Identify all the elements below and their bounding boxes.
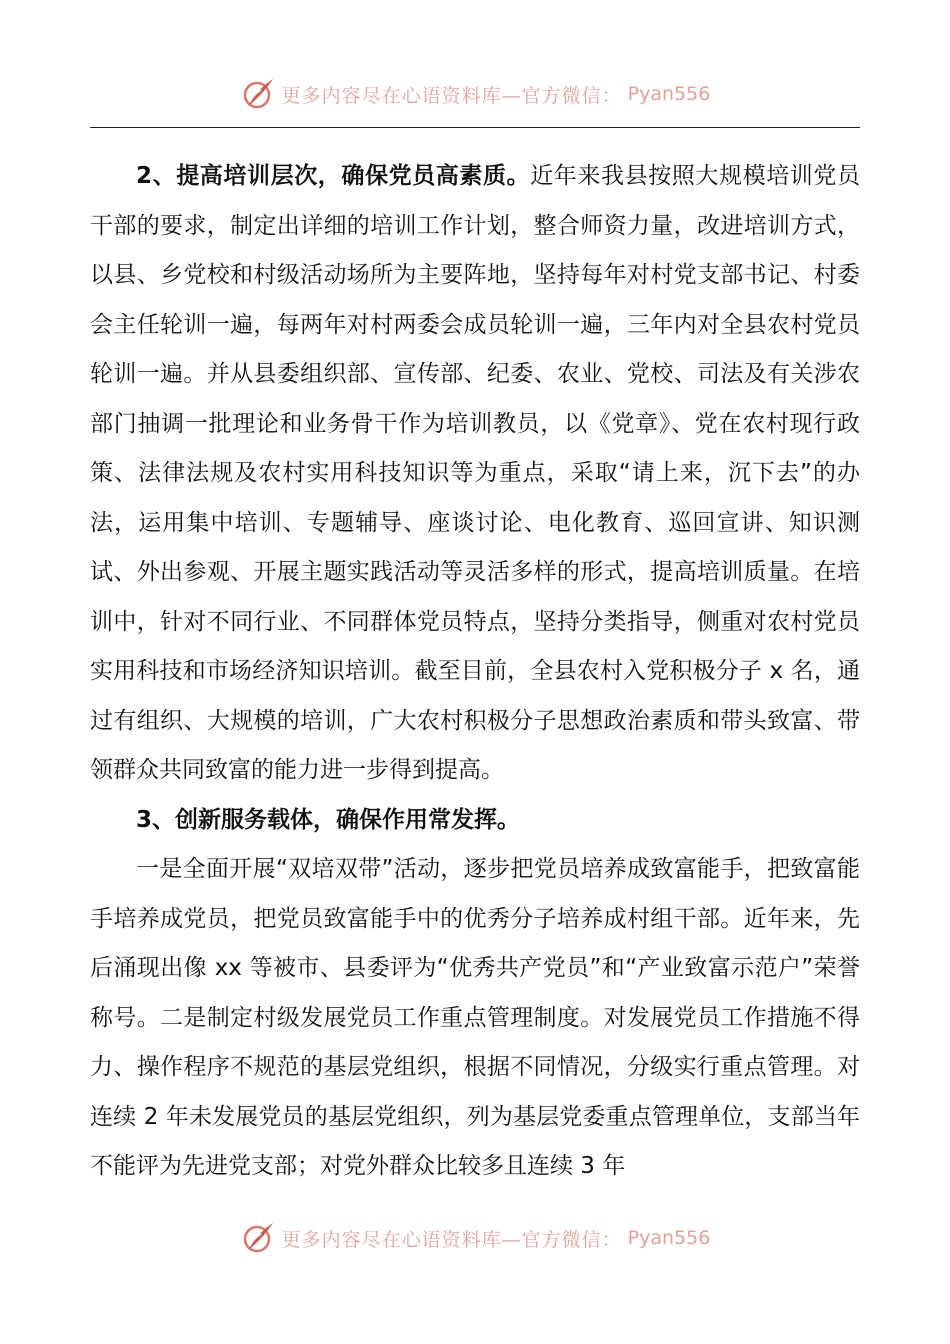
paragraph-section-3-body bbox=[90, 845, 860, 1192]
footer-watermark bbox=[0, 1218, 950, 1258]
watermark-wechat-id: Pyan556 bbox=[627, 83, 711, 105]
section-3-heading: 3、创新服务载体，确保作用常发挥。 bbox=[136, 806, 521, 833]
header-watermark bbox=[0, 74, 950, 114]
quill-logo-icon bbox=[240, 76, 276, 112]
header-divider bbox=[90, 127, 860, 128]
watermark-text: 更多内容尽在心语资料库—官方微信： bbox=[281, 84, 622, 107]
quill-logo-icon bbox=[240, 1220, 276, 1256]
section-2-body: 近年来我县按照大规模培训党员干部的要求，制定出详细的培训工作计划，整合师资力量，改进培训方式，以县、乡党校和村级活动场所为主要阵地，坚持每年对村党支部书记、村委会主任轮训一遍，每两年对村两委会成员轮训一遍，三年内对全县农村党员轮训一遍。并从县委组织部、宣传部、纪委、农业、党校、司法及有关涉农部门抽调一批理论和业务骨干作为培训教员，以《党章》、党在农村现行政策、法律法规及农村实用科技知识等为重点，采取“请上来，沉下去”的办法，运用集中培训、专题辅导、座谈讨论、电化教育、巡回宣讲、知识测试、外出参观、开展主题实践活动等灵活多样的形式，提高培训质量。在培训中，针对不同行业、不同群体党员特点，坚持分类指导，侧重对农村党员实用科技和市场经济知识培训。截至目前，全县农村入党积极分子 x 名，通过有组织、大规模的培训，广大农村积极分子思想政治素质和带头致富、带领群众共同致富的能力进一步得到提高。 bbox=[90, 163, 860, 783]
paragraph-section-2 bbox=[90, 152, 860, 796]
watermark-wechat-id: Pyan556 bbox=[627, 1227, 711, 1249]
document-body bbox=[90, 152, 860, 1192]
section-2-heading: 2、提高培训层次，确保党员高素质。 bbox=[136, 163, 531, 189]
watermark-text: 更多内容尽在心语资料库—官方微信： bbox=[281, 1228, 622, 1251]
paragraph-section-3-heading bbox=[90, 796, 860, 846]
section-3-body: 一是全面开展“双培双带”活动，逐步把党员培养成致富能手，把致富能手培养成党员，把党员致富能手中的优秀分子培养成村组干部。近年来，先后涌现出像 xx 等被市、县委评为“优秀共产党员”和“产业致富示范户”荣誉称号。二是制定村级发展党员工作重点管理制度。对发展党员工作措施不得力、操作程序不规范的基层党组织，根据不同情况，分级实行重点管理。对连续 2 年未发展党员的基层党组织，列为基层党委重点管理单位，支部当年不能评为先进党支部；对党外群众比较多且连续 3 年 bbox=[90, 856, 860, 1179]
